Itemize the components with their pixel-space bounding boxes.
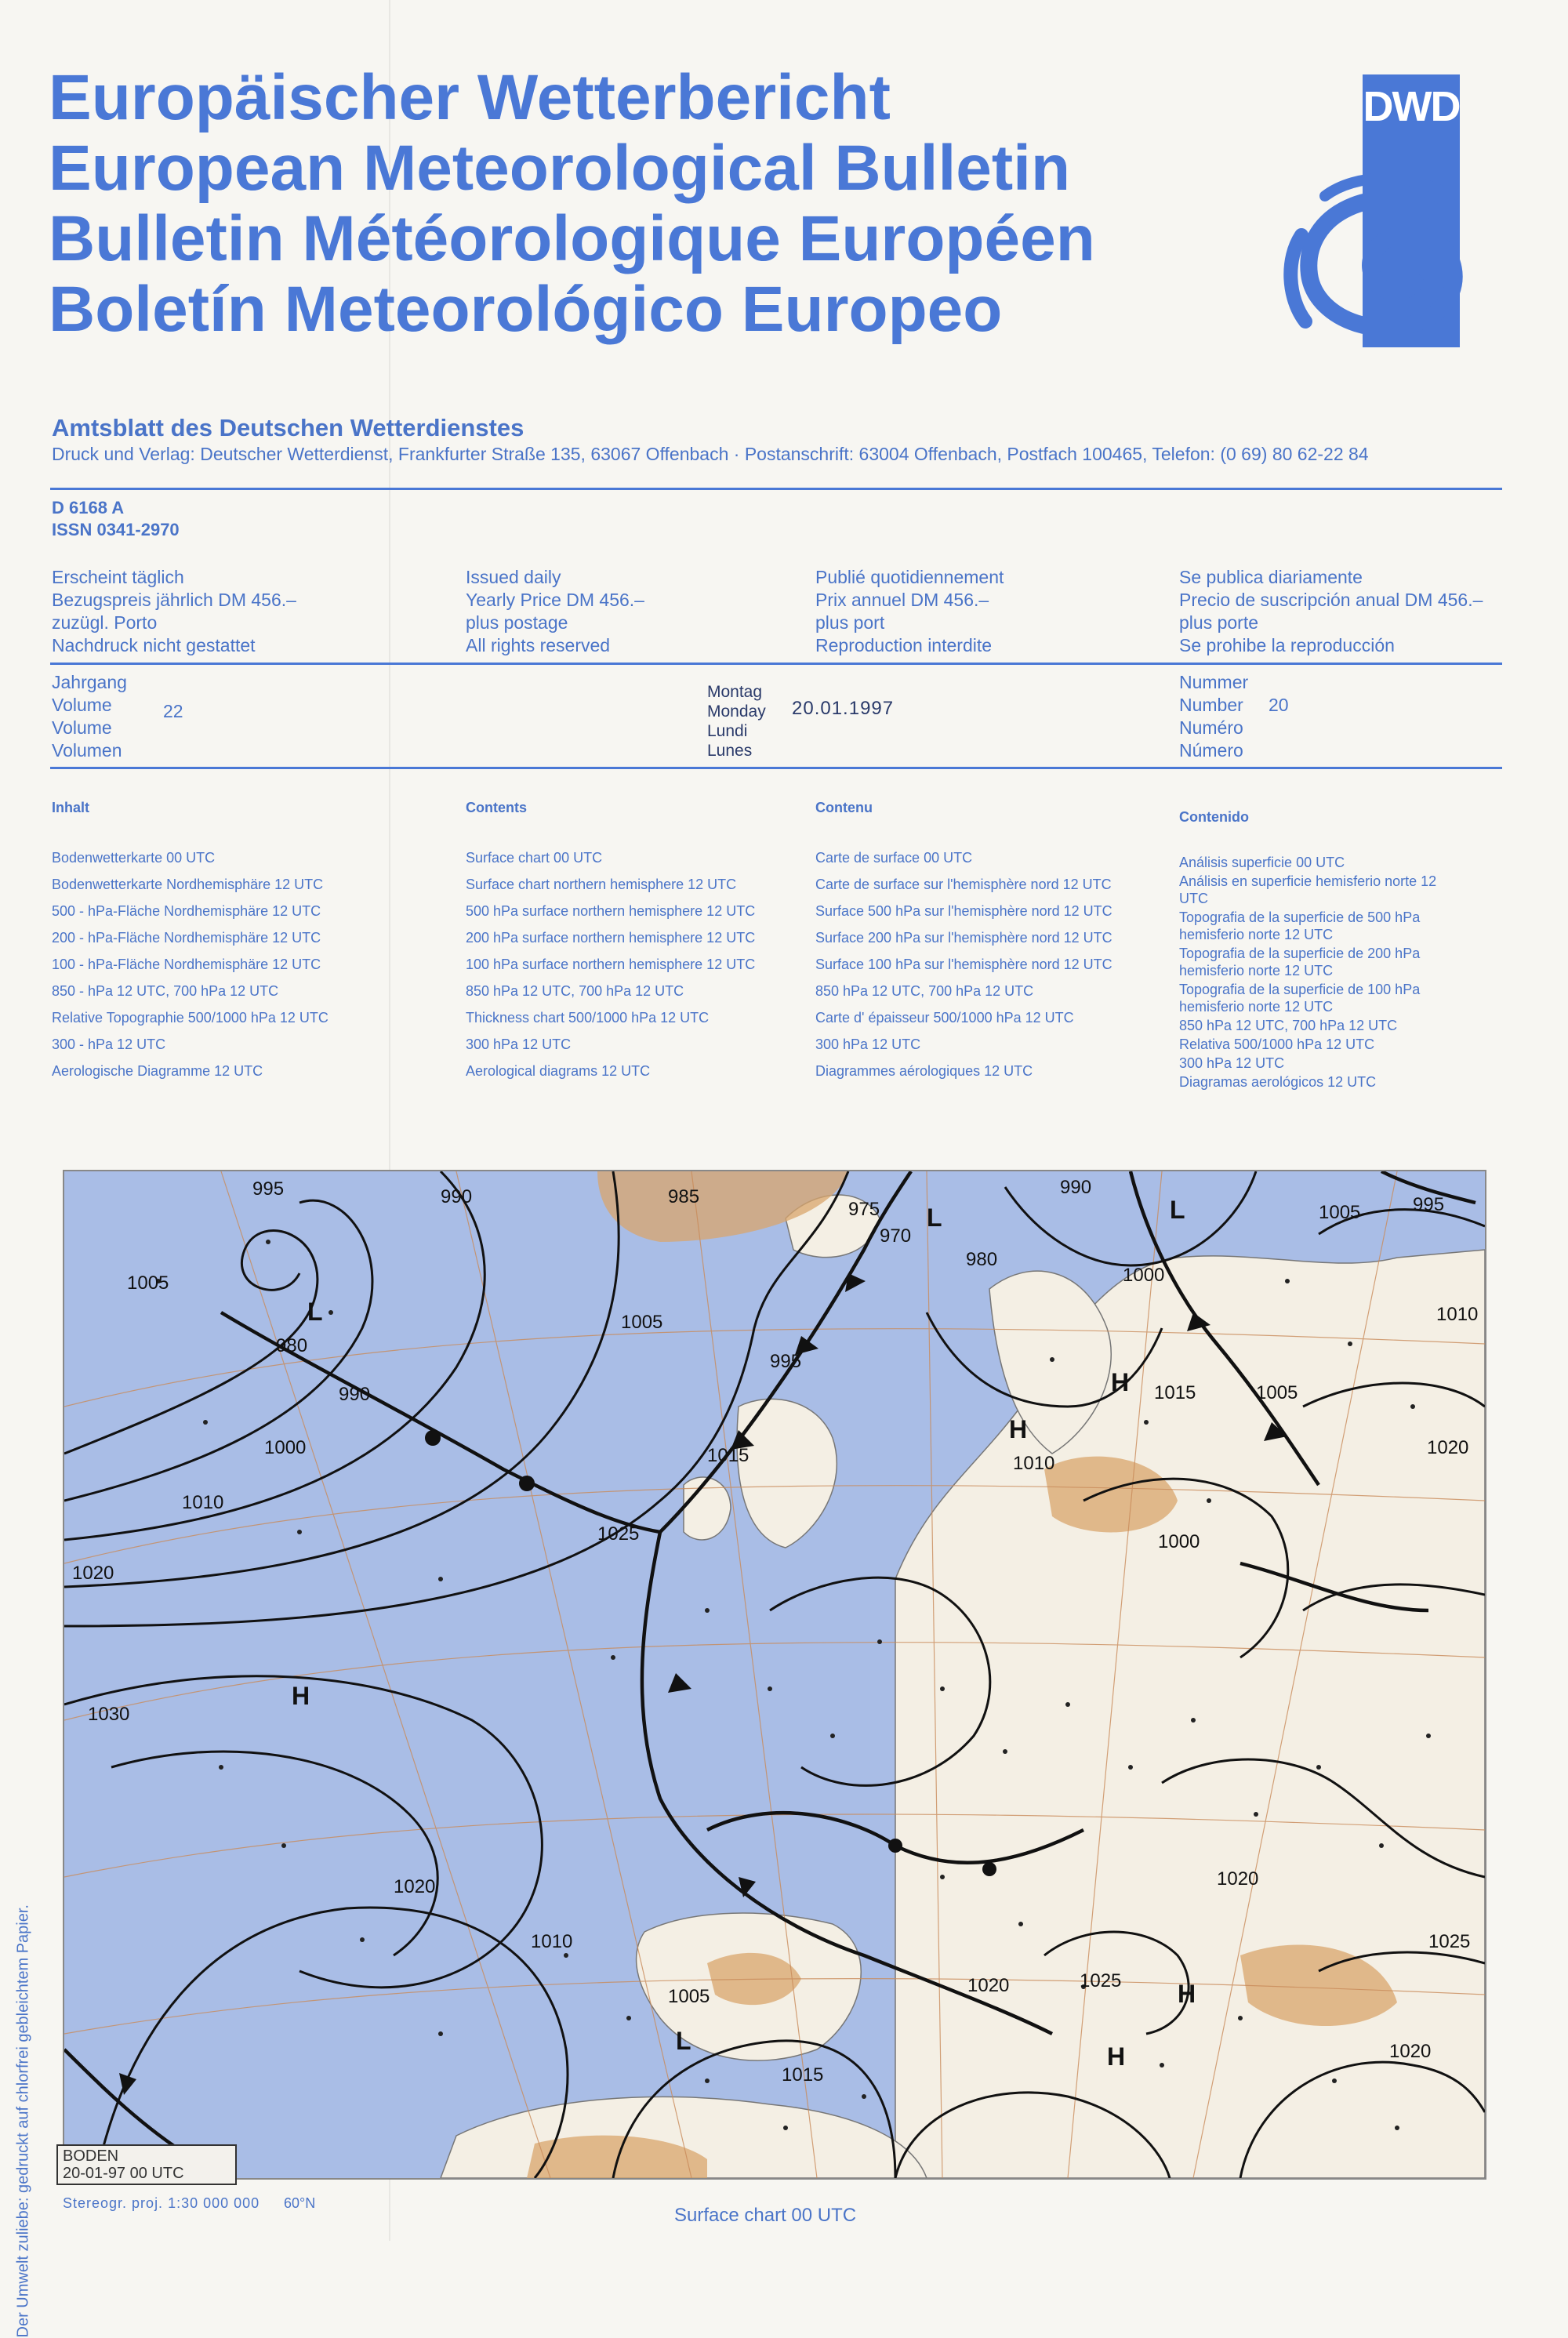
contents-item: Topografia de la superficie de 100 hPa hemisferio norte 12 UTC [1179, 982, 1421, 1015]
contents-item: Aerological diagrams 12 UTC [466, 1063, 651, 1079]
pub-fr-line: Publié quotidiennement [815, 567, 1004, 587]
contents-item: 200 - hPa-Fläche Nordhemisphäre 12 UTC [52, 930, 321, 946]
weekday-label: Lunes [707, 742, 753, 760]
contents-item: Surface chart northern hemisphere 12 UTC [466, 877, 737, 892]
pub-de-line: Nachdruck nicht gestattet [52, 635, 256, 655]
contents-item: 850 - hPa 12 UTC, 700 hPa 12 UTC [52, 983, 279, 999]
number-value: 20 [1269, 695, 1289, 715]
contents-item: Surface 200 hPa sur l'hemisphère nord 12 UTC [815, 930, 1112, 946]
number-label: Number [1179, 695, 1243, 715]
map-canvas [64, 1171, 1485, 2178]
contents-item: Topografia de la superficie de 500 hPa hemisferio norte 12 UTC [1179, 909, 1421, 942]
contents-item: Bodenwetterkarte 00 UTC [52, 850, 216, 866]
isobar-label: 995 [770, 1351, 802, 1372]
number-label: Nummer [1179, 672, 1249, 692]
low-pressure-center: L [307, 1298, 323, 1326]
contents-item: 200 hPa surface northern hemisphere 12 UTC [466, 930, 756, 946]
volume-label: Volume [52, 717, 112, 738]
isobar-label: 1025 [597, 1523, 640, 1545]
publication-info-es [1179, 566, 1483, 657]
low-pressure-center: L [927, 1203, 942, 1232]
contents-item: Aerologische Diagramme 12 UTC [52, 1063, 263, 1079]
number-label: Numéro [1179, 717, 1243, 738]
contents-heading: Inhalt [52, 800, 89, 815]
isobar-label: 1025 [1428, 1931, 1471, 1952]
contents-item: Surface 100 hPa sur l'hemisphère nord 12 UTC [815, 957, 1112, 972]
isobar-label: 1020 [394, 1876, 436, 1897]
contents-item: Diagrammes aérologiques 12 UTC [815, 1063, 1033, 1079]
imprint-line: Druck und Verlag: Deutscher Wetterdienst, Frankfurter Straße 135, 63067 Offenbach · Postanschrift: 63004 Offenbach, Postfach 100465, Telefon: (0 69) 80 62-22 84 [52, 444, 1369, 464]
isobar-label: 1000 [264, 1437, 307, 1458]
contents-item: Surface 500 hPa sur l'hemisphère nord 12 UTC [815, 903, 1112, 919]
weekday-label: Lundi [707, 722, 748, 740]
contents-item: Análisis superficie 00 UTC [1179, 855, 1345, 870]
publication-code [52, 497, 180, 541]
publication-info-de [52, 566, 296, 657]
isobar-label: 1020 [72, 1563, 114, 1584]
isobar-label: 1005 [668, 1986, 710, 2007]
volume-label: Jahrgang [52, 672, 127, 692]
contents-item: Análisis en superficie hemisferio norte 12 UTC [1179, 873, 1437, 906]
isobar-label: 1010 [1436, 1304, 1479, 1325]
contents-fr [815, 800, 1112, 1084]
isobar-label: 995 [1413, 1194, 1445, 1215]
contents-item: 300 hPa 12 UTC [466, 1036, 572, 1052]
contents-heading: Contenu [815, 800, 873, 815]
isobar-label: 985 [668, 1186, 700, 1207]
pub-de-line: Bezugspreis jährlich DM 456.– [52, 590, 296, 610]
isobar-label: 1010 [531, 1931, 573, 1952]
title-es: Boletín Meteorológico Europeo [49, 274, 1003, 345]
pub-de-line: zuzügl. Porto [52, 612, 158, 633]
pub-fr-line: Reproduction interdite [815, 635, 993, 655]
isobar-label: 1025 [1080, 1970, 1122, 1991]
issue-date: 20.01.1997 [792, 698, 895, 719]
contents-item: 500 hPa surface northern hemisphere 12 UTC [466, 903, 756, 919]
pub-en-line: Issued daily [466, 567, 561, 587]
map-caption: Surface chart 00 UTC [674, 2205, 857, 2226]
contents-es [1179, 809, 1446, 1092]
isobar-label: 975 [848, 1199, 880, 1220]
isobar-label: 990 [339, 1384, 371, 1405]
contents-de [52, 800, 328, 1084]
title-block [49, 63, 1095, 345]
high-pressure-center: H [1107, 2042, 1126, 2071]
contents-item: Diagramas aerológicos 12 UTC [1179, 1074, 1377, 1090]
title-fr: Bulletin Météorologique Européen [49, 203, 1095, 274]
title-en: European Meteorological Bulletin [49, 133, 1071, 204]
isobar-label: 1005 [127, 1272, 169, 1294]
pub-fr-line: plus port [815, 612, 885, 633]
isobar-label: 980 [276, 1335, 308, 1356]
volume-label: Volumen [52, 740, 122, 761]
isobar-label: 1020 [1427, 1437, 1469, 1458]
contents-item: 100 - hPa-Fläche Nordhemisphäre 12 UTC [52, 957, 321, 972]
divider-rule [50, 488, 1502, 490]
land-masses [441, 1195, 1485, 2178]
code-number: D 6168 A [52, 498, 125, 517]
publication-info-en [466, 566, 644, 657]
contents-item: Surface chart 00 UTC [466, 850, 603, 866]
side-note: Der Umwelt zuliebe: gedruckt auf chlorfrei gebleichtem Papier. [14, 1904, 32, 2338]
contents-item: 850 hPa 12 UTC, 700 hPa 12 UTC [466, 983, 684, 999]
contents-item: Relativa 500/1000 hPa 12 UTC [1179, 1036, 1375, 1052]
isobar-label: 1015 [707, 1445, 750, 1466]
divider-rule [50, 663, 1502, 665]
isobar-label: 1010 [182, 1492, 224, 1513]
contents-item: Carte d' épaisseur 500/1000 hPa 12 UTC [815, 1010, 1074, 1026]
chart-date: 20-01-97 00 UTC [63, 2165, 184, 2182]
contents-heading: Contents [466, 800, 527, 815]
publication-info-fr [815, 566, 1004, 657]
isobar-label: 980 [966, 1249, 998, 1270]
dwd-logo-text: DWD [1363, 83, 1460, 130]
surface-weather-map [63, 1170, 1486, 2180]
amtsblatt-heading: Amtsblatt des Deutschen Wetterdienstes [52, 414, 524, 441]
contents-item: Relative Topographie 500/1000 hPa 12 UTC [52, 1010, 328, 1026]
pub-es-line: plus porte [1179, 612, 1259, 633]
isobar-label: 1020 [1217, 1868, 1259, 1890]
volume-value: 22 [163, 701, 183, 721]
low-pressure-center: L [1170, 1196, 1185, 1224]
latitude-note: 60°N [284, 2195, 316, 2211]
divider-rule [50, 767, 1502, 769]
isobar-label: 1015 [782, 2064, 824, 2086]
projection-note: Stereogr. proj. 1:30 000 000 [63, 2195, 260, 2211]
isobar-label: 1005 [1256, 1382, 1298, 1403]
weekday-block [707, 682, 766, 761]
contents-en [466, 800, 755, 1084]
isobar-label: 1010 [1013, 1453, 1055, 1474]
pub-en-line: Yearly Price DM 456.– [466, 590, 644, 610]
pub-es-line: Precio de suscripción anual DM 456.– [1179, 590, 1483, 610]
title-de: Europäischer Wetterbericht [49, 62, 891, 133]
pub-es-line: Se prohibe la reproducción [1179, 635, 1395, 655]
volume-label: Volume [52, 695, 112, 715]
isobar-label: 995 [252, 1178, 285, 1200]
pub-es-line: Se publica diariamente [1179, 567, 1363, 587]
isobar-label: 1005 [1319, 1202, 1361, 1223]
contents-heading: Contenido [1179, 809, 1249, 825]
contents-item: Bodenwetterkarte Nordhemisphäre 12 UTC [52, 877, 324, 892]
contents-item: 100 hPa surface northern hemisphere 12 UTC [466, 957, 756, 972]
spiral-icon [1270, 165, 1505, 353]
contents-item: 300 hPa 12 UTC [1179, 1055, 1285, 1071]
high-pressure-center: H [1178, 1980, 1196, 2008]
contents-item: Carte de surface sur l'hemisphère nord 12 UTC [815, 877, 1112, 892]
isobar-label: 1015 [1154, 1382, 1196, 1403]
weekday-label: Montag [707, 683, 763, 701]
contents-item: 500 - hPa-Fläche Nordhemisphäre 12 UTC [52, 903, 321, 919]
weekday-label: Monday [707, 702, 766, 721]
contents-item: Thickness chart 500/1000 hPa 12 UTC [466, 1010, 710, 1026]
issn-number: ISSN 0341-2970 [52, 520, 180, 539]
pub-fr-line: Prix annuel DM 456.– [815, 590, 989, 610]
isobar-label: 1000 [1123, 1265, 1165, 1286]
chart-label-box [56, 2144, 237, 2185]
isobar-label: 1020 [967, 1975, 1010, 1996]
isobar-label: 1005 [621, 1312, 663, 1333]
chart-label: BODEN [63, 2147, 119, 2165]
high-pressure-center: H [1111, 1368, 1130, 1396]
isobar-label: 990 [1060, 1177, 1092, 1198]
isobar-label: 970 [880, 1225, 912, 1247]
volume-labels [52, 671, 127, 762]
isobar-label: 1030 [88, 1704, 130, 1725]
contents-item: 850 hPa 12 UTC, 700 hPa 12 UTC [1179, 1018, 1398, 1033]
number-labels [1179, 671, 1248, 762]
high-pressure-center: H [1009, 1415, 1028, 1443]
high-pressure-center: H [292, 1682, 310, 1710]
contents-item: 300 hPa 12 UTC [815, 1036, 921, 1052]
contents-item: Carte de surface 00 UTC [815, 850, 973, 866]
contents-item: 300 - hPa 12 UTC [52, 1036, 166, 1052]
pub-en-line: plus postage [466, 612, 568, 633]
contents-item: Topografia de la superficie de 200 hPa hemisferio norte 12 UTC [1179, 946, 1421, 978]
isobar-label: 1000 [1158, 1531, 1200, 1552]
number-label: Número [1179, 740, 1243, 761]
isobar-label: 1020 [1389, 2041, 1432, 2062]
pub-de-line: Erscheint täglich [52, 567, 184, 587]
pub-en-line: All rights reserved [466, 635, 611, 655]
contents-item: 850 hPa 12 UTC, 700 hPa 12 UTC [815, 983, 1034, 999]
low-pressure-center: L [676, 2027, 691, 2055]
isobar-label: 990 [441, 1186, 473, 1207]
